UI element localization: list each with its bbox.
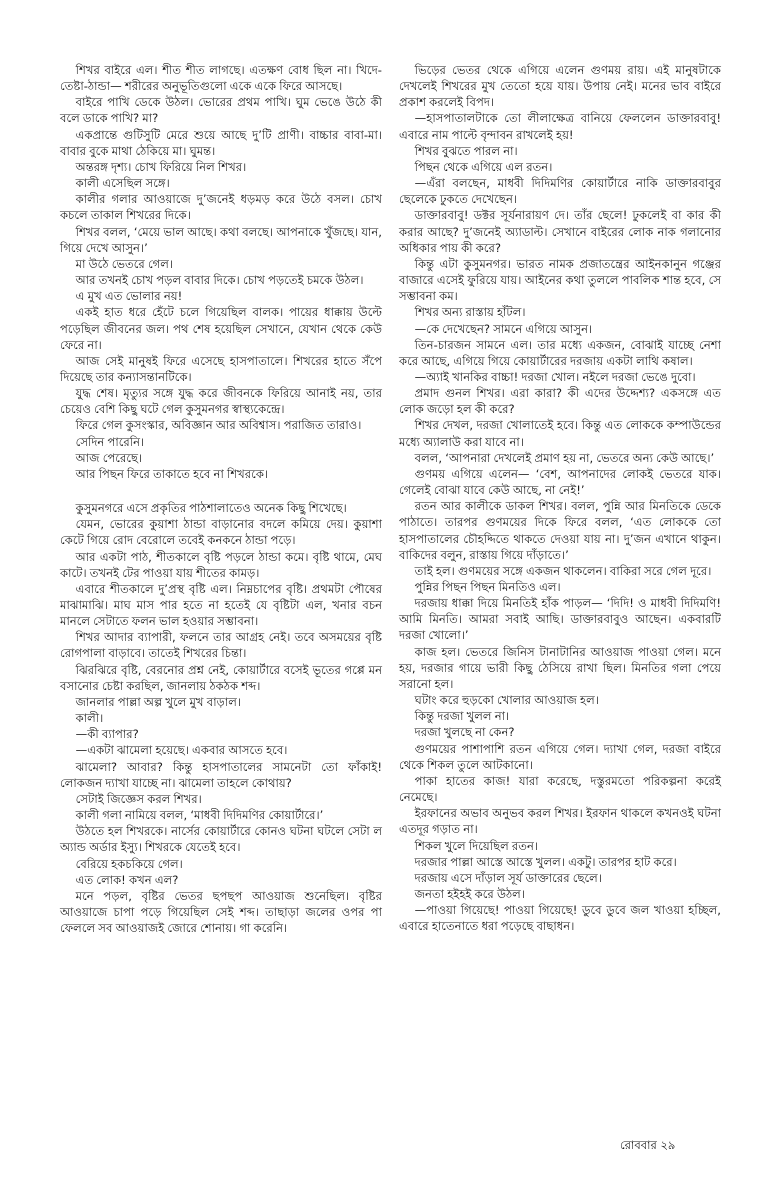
paragraph: ফিরে গেল কুসংস্কার, অবিজ্ঞান আর অবিশ্বাস। পরাজিত তারাও। — [75, 418, 362, 433]
paragraph: আর একটা পাঠ, শীতকালে বৃষ্টি পড়লে ঠান্ডা কমে। বৃষ্টি থামে, মেঘ কাটে। তখনই টের পাওয়া যায় শীতের কামড়। — [60, 549, 382, 580]
paragraph: মা উঠে ভেতরে গেল। — [75, 256, 174, 271]
page-footer-label: রোববার ২৯ — [620, 1138, 676, 1152]
paragraph: —এঁরা বলছেন, মাধবী দিদিমণির কোয়ার্টারে নাকি ডাক্তারবাবুর ছেলেকে ঢুকতে দেখেছেন। — [399, 176, 721, 207]
paragraph: ঘটাং করে হুড়কো খোলার আওয়াজ হল। — [414, 693, 599, 708]
left-text-column — [60, 62, 382, 936]
paragraph: গুণময়ের পাশাপাশি রতন এগিয়ে গেল। দ্যাখা গেল, দরজা বাইরে থেকে শিকল তুলে আটকানো। — [399, 741, 721, 772]
paragraph: একপ্রান্তে গুটিসুটি মেরে শুয়ে আছে দু’টি প্রাণী। বাচ্চার বাবা-মা। বাবার বুকে মাথা ঠেকিয়ে মা। ঘুমন্ত। — [60, 127, 382, 158]
paragraph: সেদিন পারেনি। — [75, 434, 145, 449]
paragraph: আর তখনই চোখ পড়ল বাবার দিকে। চোখ পড়তেই চমকে উঠল। — [75, 273, 364, 288]
paragraph: পাকা হাতের কাজ! যারা করেছে, দস্তুরমতো পরিকল্পনা করেই নেমেছে। — [399, 773, 721, 805]
paragraph: অন্তরঙ্গ দৃশ্য। চোখ ফিরিয়ে নিল শিখর। — [75, 159, 247, 174]
paragraph: কুসুমনগরে এসে প্রকৃতির পাঠশালাতেও অনেক কিছু শিখেছে। — [75, 501, 347, 516]
paragraph: ডাক্তারবাবু! ডক্টর সূর্যনারায়ণ দে। তাঁর ছেলে! ঢুকলেই বা কার কী করার আছে? দু’জনেই অ্যাডাল্ট। সেখানে বাইরের লোক নাক গলানোর অধিকার পায় কী করে? — [399, 208, 721, 255]
paragraph: —একটা ঝামেলা হয়েছে। একবার আসতে হবে। — [75, 743, 288, 758]
paragraph: সেটাই জিজ্ঞেস করল শিখর। — [75, 791, 202, 806]
paragraph: কালী। — [75, 711, 104, 726]
paragraph: বেরিয়ে হকচকিয়ে গেল। — [75, 856, 183, 871]
paragraph: তিন-চারজন সামনে এল। তার মধ্যে একজন, বোঝাই যাচ্ছে নেশা করে আছে, এগিয়ে গিয়ে কোয়ার্টারের দরজায় একটা লাথি কষাল। — [399, 337, 721, 368]
paragraph: শিখর আদার ব্যাপারী, ফলনে তার আগ্রহ নেই। তবে অসময়ের বৃষ্টি রোগপালা বাড়াবে। তাতেই শিখরের চিন্তা। — [60, 630, 382, 661]
paragraph: পিছন থেকে এগিয়ে এল রতন। — [414, 159, 553, 174]
paragraph: আর পিছন ফিরে তাকাতে হবে না শিখরকে। — [75, 466, 269, 481]
paragraph: —কী ব্যাপার? — [75, 727, 139, 742]
paragraph: জানলার পাল্লা অল্প খুলে মুখ বাড়াল। — [75, 694, 241, 709]
paragraph: শিকল খুলে দিয়েছিল রতন। — [414, 838, 539, 853]
section-break — [60, 482, 382, 500]
paragraph: —হাসপাতালটাকে তো লীলাক্ষেত্র বানিয়ে ফেললেন ডাক্তারবাবু! এবারে নাম পাল্টে বৃন্দাবন রাখলেই হয়! — [399, 111, 721, 142]
paragraph: কালীর গলার আওয়াজে দু’জনেই ধড়মড় করে উঠে বসল। চোখ কচলে তাকাল শিখরের দিকে। — [60, 192, 382, 223]
paragraph: একই হাত ধরে হেঁটে চলে গিয়েছিল বালক। পায়ের ধাক্কায় উল্টে পড়েছিল জীবনের জল। পথ শেষ হয়েছিল সেখানে, যেখান থেকে কেউ ফেরে না। — [60, 305, 382, 352]
paragraph: তাই হল। গুণময়ের সঙ্গে একজন থাকলেন। বাকিরা সরে গেল দূরে। — [414, 563, 712, 578]
paragraph: শিখর বাইরে এল। শীত শীত লাগছে। এতক্ষণ বোধ ছিল না। খিদে-তেষ্টা-ঠান্ডা— শরীরের অনুভূতিগুলো একে একে ফিরে আসছে। — [60, 63, 382, 94]
paragraph: কিন্তু দরজা খুলল না। — [414, 709, 510, 724]
paragraph: যুদ্ধ শেষ। মৃত্যুর সঙ্গে যুদ্ধ করে জীবনকে ফিরিয়ে আনাই নয়, তার চেয়েও বেশি কিছু ঘটে গেল কুসুমনগর স্বাস্থ্যকেন্দ্রে। — [60, 386, 382, 417]
paragraph: আজ পেরেছে। — [75, 450, 143, 465]
paragraph: মনে পড়ল, বৃষ্টির ভেতর ছপছপ আওয়াজ শুনেছিল। বৃষ্টির আওয়াজে চাপা পড়ে গিয়েছিল সেই শব্দ। তাছাড়া জলের ওপর পা ফেললে সব আওয়াজই জোরে শোনায়। গা করেনি। — [60, 888, 382, 936]
paragraph: যেমন, ভোরের কুয়াশা ঠান্ডা বাড়ানোর বদলে কমিয়ে দেয়। কুয়াশা কেটে গিয়ে রোদ বেরোলে তবেই কনকনে ঠান্ডা পড়ে। — [60, 517, 382, 548]
paragraph: এত লোক! কখন এল? — [75, 872, 179, 887]
paragraph: শিখর দেখল, দরজা খোলাতেই হবে। কিন্তু এত লোককে কম্পাউন্ডের মধ্যে অ্যালাউ করা যাবে না। — [399, 418, 721, 449]
paragraph: রতন আর কালীকে ডাকল শিখর। বলল, পুন্নি আর মিনতিকে ডেকে পাঠাতে। তারপর গুণময়ের দিকে ফিরে বলল, ‘এত লোককে তো হাসপাতালের চৌহদ্দিতে থাকতে দেওয়া যায় না। দু’জন এখানে থাকুন। বাকিদের বলুন, রাস্তায় গিয়ে দাঁড়াতে।’ — [399, 499, 721, 562]
paragraph: দরজায় এসে দাঁড়াল সূর্য ডাক্তারের ছেলে। — [414, 870, 602, 885]
paragraph: ইরফানের অভাব অনুভব করল শিখর। ইরফান থাকলে কখনওই ঘটনা এতদূর গড়াত না। — [399, 806, 721, 837]
paragraph: শিখর অন্য রাস্তায় হাঁটল। — [414, 305, 526, 320]
paragraph: এবারে শীতকালে দু’প্রস্থ বৃষ্টি এল। নিম্নচাপের বৃষ্টি। প্রথমটা পৌষের মাঝামাঝি। মাঘ মাস পার হতে না হতেই যে বৃষ্টিটা এল, খনার বচন মানলে সেটাতে ফলন ভাল হওয়ার সম্ভাবনা। — [60, 581, 382, 629]
paragraph: উঠতে হল শিখরকে। নার্সের কোয়ার্টারে কোনও ঘটনা ঘটলে সেটা ল অ্যান্ড অর্ডার ইস্যু। শিখরকে যেতেই হবে। — [60, 824, 382, 855]
paragraph: পুন্নির পিছন পিছন মিনতিও এল। — [414, 580, 561, 594]
paragraph: কালী এসেছিল সঙ্গে। — [75, 176, 170, 191]
paragraph: শিখর বুঝতে পারল না। — [414, 143, 518, 158]
paragraph: কিন্তু এটা কুসুমনগর। ভারত নামক প্রজাতন্ত্রের আইনকানুন গঞ্জের বাজারে এসেই ফুরিয়ে যায়। আইনের কথা তুললে পাবলিক শান্ত হবে, সে সম্ভাবনা কম। — [399, 256, 721, 304]
paragraph: আজ সেই মানুষই ফিরে এসেছে হাসপাতালে। শিখরের হাতে সঁপে দিয়েছে তার কন্যাসন্তানটিকে। — [60, 353, 382, 384]
paragraph: গুণময় এগিয়ে এলেন— ‘বেশ, আপনাদের লোকই ভেতরে যাক। গেলেই বোঝা যাবে কেউ আছে, না নেই!’ — [399, 466, 721, 498]
paragraph: বলল, ‘আপনারা দেখলেই প্রমাণ হয় না, ভেতরে অন্য কেউ আছে।’ — [414, 450, 715, 465]
paragraph: দরজা খুলছে না কেন? — [414, 725, 515, 740]
paragraph: ঝিরঝিরে বৃষ্টি, বেরনোর প্রশ্ন নেই, কোয়ার্টারে বসেই ভূতের গপ্পে মন বসানোর চেষ্টা করছিল, জানলায় ঠকঠক শব্দ। — [60, 662, 382, 693]
paragraph: দরজায় ধাক্কা দিয়ে মিনতিই হাঁক পাড়ল— ‘দিদি! ও মাধবী দিদিমণি! আমি মিনতি। আমরা সবাই আছি। ডাক্তারবাবুও আছেন। একবারটি দরজা খোলো।’ — [399, 596, 721, 643]
paragraph: ভিড়ের ভেতর থেকে এগিয়ে এলেন গুণময় রায়। এই মানুষটাকে দেখলেই শিখরের মুখ তেতো হয়ে যায়। উপায় নেই। মনের ভাব বাইরে প্রকাশ করলেই বিপদ। — [399, 63, 721, 110]
paragraph: এ মুখ এত ভোলার নয়! — [75, 289, 183, 304]
paragraph: জনতা হইহই করে উঠল। — [414, 886, 525, 901]
paragraph: কাজ হল। ভেতরে জিনিস টানাটানির আওয়াজ পাওয়া গেল। মনে হয়, দরজার গায়ে ভারী কিছু ঠেসিয়ে রাখা ছিল। মিনতির গলা পেয়ে সরানো হল। — [399, 644, 721, 691]
paragraph: শিখর বলল, ‘মেয়ে ভাল আছে। কথা বলছে। আপনাকে খুঁজছে। যান, গিয়ে দেখে আসুন।’ — [60, 224, 382, 255]
paragraph: কালী গলা নামিয়ে বলল, ‘মাধবী দিদিমণির কোয়ার্টারে।’ — [75, 808, 324, 823]
paragraph: —অ্যাই খানকির বাচ্চা! দরজা খোল। নইলে দরজা ভেঙে দুবো। — [414, 369, 696, 384]
paragraph: দরজার পাল্লা আস্তে আস্তে খুলল। একটু। তারপর হাট করে। — [414, 854, 677, 869]
paragraph: —কে দেখেছেন? সামনে এগিয়ে আসুন। — [414, 321, 593, 336]
paragraph: প্রমাদ গুনল শিখর। এরা কারা? কী এদের উদ্দেশ্য? একসঙ্গে এত লোক জড়ো হল কী করে? — [399, 386, 721, 417]
paragraph: ঝামেলা? আবার? কিন্তু হাসপাতালের সামনেটা তো ফাঁকাই! লোকজন দ্যাখা যাচ্ছে না। ঝামেলা তাহলে কোথায়? — [60, 759, 382, 790]
right-text-column — [399, 62, 721, 934]
paragraph: —পাওয়া গিয়েছে! পাওয়া গিয়েছে! ডুবে ডুবে জল খাওয়া হচ্ছিল, এবারে হাতেনাতে ধরা পড়েছে বাছাধন। — [399, 903, 721, 934]
paragraph: বাইরে পাখি ডেকে উঠল। ভোরের প্রথম পাখি। ঘুম ভেঙে উঠে কী বলে ডাকে পাখি? মা? — [60, 95, 382, 126]
